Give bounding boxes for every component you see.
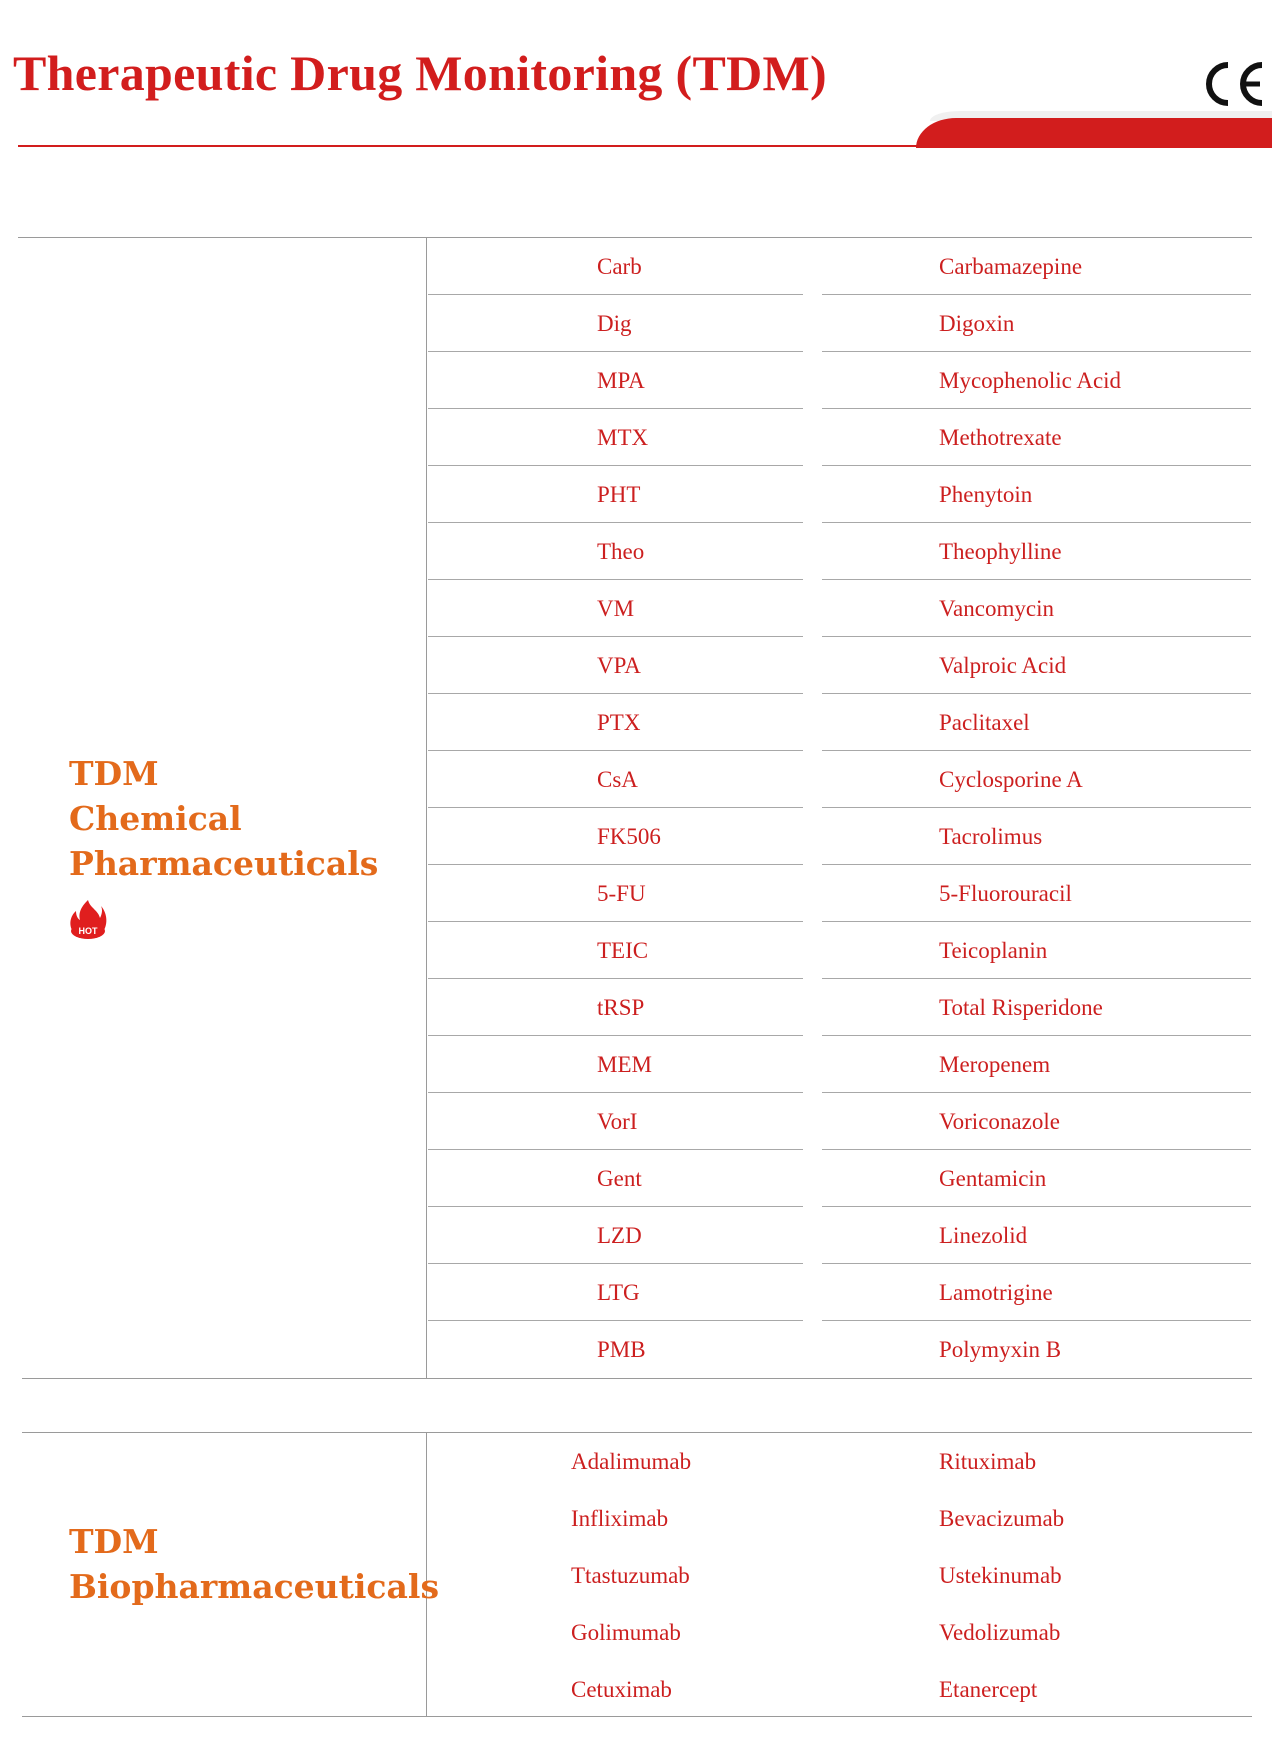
table-row (0, 295, 1280, 352)
table-row (0, 637, 1280, 694)
chemical-title-line: TDM (69, 754, 159, 793)
bio-section-bottom-rule (22, 1716, 1252, 1717)
chemical-title-line: Pharmaceuticals (69, 844, 379, 883)
drug-name: Cyclosporine A (939, 767, 1083, 792)
table-row (0, 466, 1280, 523)
biologic-name: Golimumab (571, 1620, 681, 1645)
ce-mark-icon (1198, 56, 1268, 112)
drug-abbreviation: Carb (597, 254, 642, 279)
drug-name: Theophylline (939, 539, 1062, 564)
drug-abbreviation: LTG (597, 1280, 640, 1305)
drug-abbreviation: tRSP (597, 995, 645, 1020)
bio-title-line: TDM (69, 1522, 159, 1561)
drug-name: Vancomycin (939, 596, 1054, 621)
drug-name: Methotrexate (939, 425, 1062, 450)
header-rule (18, 145, 923, 147)
table-row (0, 238, 1280, 295)
biologic-name: Ttastuzumab (571, 1563, 690, 1588)
drug-abbreviation: Gent (597, 1166, 642, 1191)
drug-abbreviation: PHT (597, 482, 641, 507)
drug-abbreviation: 5-FU (597, 881, 646, 906)
table-row (0, 751, 1280, 808)
table-row (0, 694, 1280, 751)
biologic-name: Adalimumab (571, 1449, 692, 1474)
drug-abbreviation: Theo (597, 539, 645, 564)
drug-abbreviation: PMB (597, 1337, 646, 1362)
bio-title-line: Biopharmaceuticals (69, 1567, 440, 1606)
biologic-name: Etanercept (939, 1677, 1038, 1702)
table-row (0, 922, 1280, 979)
drug-name: Linezolid (939, 1223, 1028, 1248)
list-item (0, 1547, 1280, 1604)
table-row (0, 1321, 1280, 1378)
drug-name: Digoxin (939, 311, 1015, 336)
table-row (0, 1036, 1280, 1093)
drug-name: Total Risperidone (939, 995, 1103, 1020)
drug-name: Phenytoin (939, 482, 1033, 507)
drug-abbreviation: MPA (597, 368, 645, 393)
table-row (0, 865, 1280, 922)
drug-abbreviation: MEM (597, 1052, 652, 1077)
biologic-name: Cetuximab (571, 1677, 672, 1702)
drug-abbreviation: FK506 (597, 824, 661, 849)
drug-abbreviation: LZD (597, 1223, 642, 1248)
drug-name: Carbamazepine (939, 254, 1083, 279)
list-item (0, 1661, 1280, 1718)
table-row (0, 580, 1280, 637)
list-item (0, 1490, 1280, 1547)
list-item (0, 1433, 1280, 1490)
biologic-name: Ustekinumab (939, 1563, 1062, 1588)
table-row (0, 1264, 1280, 1321)
drug-name: Tacrolimus (939, 824, 1043, 849)
drug-name: Polymyxin B (939, 1337, 1062, 1362)
chemical-title-line: Chemical (69, 799, 242, 838)
header-accent-band (916, 118, 1272, 148)
drug-name: 5-Fluorouracil (939, 881, 1072, 906)
table-row (0, 1093, 1280, 1150)
drug-name: Lamotrigine (939, 1280, 1053, 1305)
list-item (0, 1604, 1280, 1661)
drug-name: Teicoplanin (939, 938, 1048, 963)
biologic-name: Rituximab (939, 1449, 1037, 1474)
page-title: Therapeutic Drug Monitoring (TDM) (13, 45, 827, 101)
drug-name: Paclitaxel (939, 710, 1030, 735)
drug-name: Voriconazole (939, 1109, 1060, 1134)
drug-abbreviation: VorI (597, 1109, 638, 1134)
drug-abbreviation: VM (597, 596, 635, 621)
biologic-name: Vedolizumab (939, 1620, 1061, 1645)
table-row (0, 1150, 1280, 1207)
table-row (0, 979, 1280, 1036)
drug-abbreviation: MTX (597, 425, 649, 450)
drug-abbreviation: TEIC (597, 938, 649, 963)
table-row (0, 523, 1280, 580)
biologic-name: Bevacizumab (939, 1506, 1065, 1531)
drug-abbreviation: Dig (597, 311, 632, 336)
table-row (0, 1207, 1280, 1264)
hot-badge-text: HOT (78, 926, 98, 936)
drug-abbreviation: PTX (597, 710, 641, 735)
table-row (0, 352, 1280, 409)
table-row (0, 409, 1280, 466)
drug-name: Meropenem (939, 1052, 1051, 1077)
table-row (0, 808, 1280, 865)
biologic-name: Infliximab (571, 1506, 669, 1531)
drug-abbreviation: CsA (597, 767, 638, 792)
chemical-section-bottom-rule (22, 1378, 1252, 1379)
drug-name: Gentamicin (939, 1166, 1047, 1191)
drug-name: Valproic Acid (939, 653, 1067, 678)
drug-name: Mycophenolic Acid (939, 368, 1122, 393)
drug-abbreviation: VPA (597, 653, 641, 678)
